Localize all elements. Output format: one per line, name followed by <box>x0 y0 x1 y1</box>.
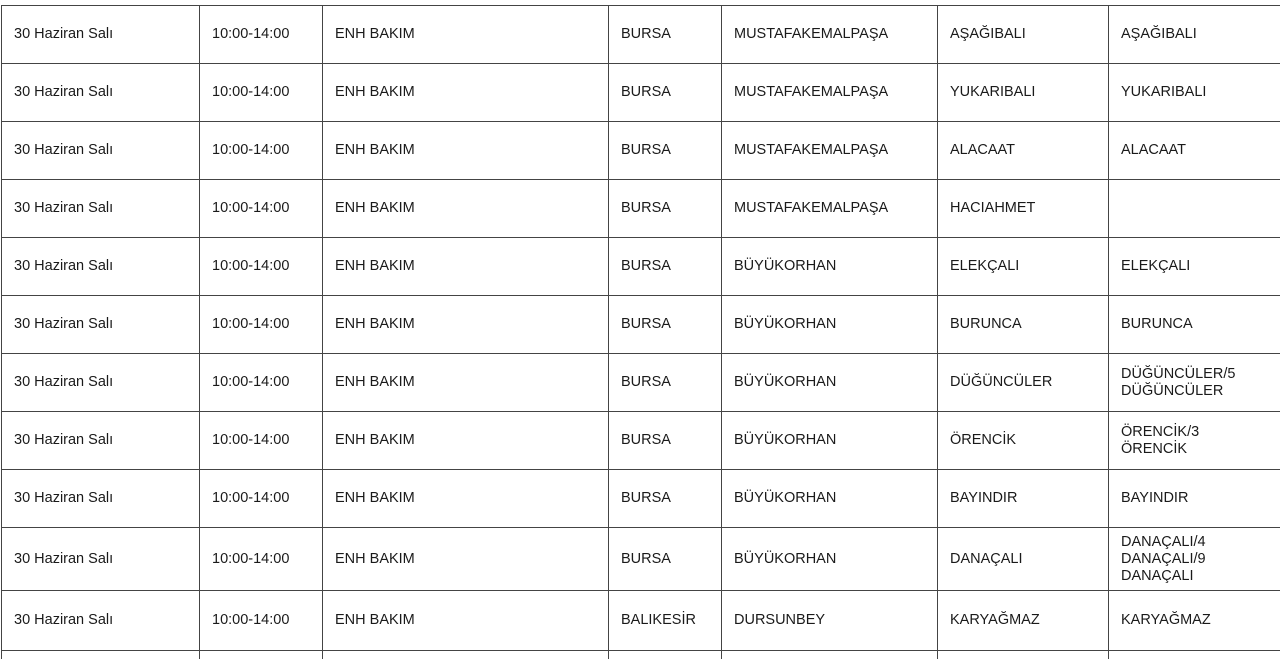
district-cell: DURSUNBEY <box>722 591 938 651</box>
street-line: ELEKÇALI <box>1121 258 1191 274</box>
time-range-cell: 10:00-14:00 <box>200 6 323 64</box>
work-type-cell: ENH BAKIM <box>323 238 609 296</box>
date-cell: 30 Haziran Salı <box>2 591 200 651</box>
street-cell <box>1109 470 1280 528</box>
table-row <box>2 528 1280 591</box>
work-type-cell: ENH BAKIM <box>323 591 609 651</box>
empty-cell <box>722 651 938 659</box>
outage-table <box>1 5 1280 659</box>
street-line: ÖRENCİK/3 <box>1121 423 1200 440</box>
time-range-cell: 10:00-14:00 <box>200 591 323 651</box>
street-line: DÜĞÜNCÜLER <box>1121 382 1224 399</box>
work-type-cell: ENH BAKIM <box>323 180 609 238</box>
district-cell: BÜYÜKORHAN <box>722 354 938 412</box>
date-cell: 30 Haziran Salı <box>2 412 200 470</box>
neighborhood-cell: HACIAHMET <box>938 180 1109 238</box>
table-row <box>2 122 1280 180</box>
date-cell: 30 Haziran Salı <box>2 470 200 528</box>
time-range-cell: 10:00-14:00 <box>200 412 323 470</box>
street-line: ALACAAT <box>1121 142 1187 158</box>
date-cell: 30 Haziran Salı <box>2 122 200 180</box>
date-cell: 30 Haziran Salı <box>2 528 200 591</box>
empty-cell <box>323 651 609 659</box>
table-row <box>2 470 1280 528</box>
neighborhood-cell: KARYAĞMAZ <box>938 591 1109 651</box>
table-row-partial <box>2 651 1280 659</box>
province-cell: BURSA <box>609 180 722 238</box>
street-cell <box>1109 64 1280 122</box>
time-range-cell: 10:00-14:00 <box>200 470 323 528</box>
work-type-cell: ENH BAKIM <box>323 6 609 64</box>
district-cell: MUSTAFAKEMALPAŞA <box>722 122 938 180</box>
street-line: KARYAĞMAZ <box>1121 612 1211 628</box>
time-range-cell: 10:00-14:00 <box>200 528 323 591</box>
work-type-cell: ENH BAKIM <box>323 296 609 354</box>
table-row <box>2 354 1280 412</box>
time-range-cell: 10:00-14:00 <box>200 122 323 180</box>
street-cell <box>1109 591 1280 651</box>
empty-cell <box>200 651 323 659</box>
street-cell <box>1109 528 1280 591</box>
table-row <box>2 591 1280 651</box>
empty-cell <box>938 651 1109 659</box>
work-type-cell: ENH BAKIM <box>323 64 609 122</box>
work-type-cell: ENH BAKIM <box>323 470 609 528</box>
table-row <box>2 412 1280 470</box>
district-cell: MUSTAFAKEMALPAŞA <box>722 180 938 238</box>
province-cell: BURSA <box>609 470 722 528</box>
date-cell: 30 Haziran Salı <box>2 64 200 122</box>
work-type-cell: ENH BAKIM <box>323 354 609 412</box>
street-line: ÖRENCİK <box>1121 440 1188 457</box>
table-row <box>2 296 1280 354</box>
neighborhood-cell: BAYINDIR <box>938 470 1109 528</box>
empty-cell <box>609 651 722 659</box>
street-line: DANAÇALI/4 <box>1121 533 1206 550</box>
neighborhood-cell: DANAÇALI <box>938 528 1109 591</box>
work-type-cell: ENH BAKIM <box>323 412 609 470</box>
neighborhood-cell: AŞAĞIBALI <box>938 6 1109 64</box>
time-range-cell: 10:00-14:00 <box>200 354 323 412</box>
neighborhood-cell: BURUNCA <box>938 296 1109 354</box>
street-cell <box>1109 6 1280 64</box>
street-cell <box>1109 180 1280 238</box>
time-range-cell: 10:00-14:00 <box>200 180 323 238</box>
neighborhood-cell: ÖRENCİK <box>938 412 1109 470</box>
time-range-cell: 10:00-14:00 <box>200 296 323 354</box>
street-cell <box>1109 238 1280 296</box>
street-cell <box>1109 412 1280 470</box>
street-cell <box>1109 354 1280 412</box>
outage-table-body <box>2 6 1280 659</box>
date-cell: 30 Haziran Salı <box>2 6 200 64</box>
street-line: AŞAĞIBALI <box>1121 26 1197 42</box>
street-cell <box>1109 296 1280 354</box>
province-cell: BURSA <box>609 238 722 296</box>
street-line: BAYINDIR <box>1121 490 1189 506</box>
province-cell: BURSA <box>609 354 722 412</box>
district-cell: BÜYÜKORHAN <box>722 412 938 470</box>
neighborhood-cell: YUKARIBALI <box>938 64 1109 122</box>
street-line: YUKARIBALI <box>1121 84 1207 100</box>
district-cell: BÜYÜKORHAN <box>722 470 938 528</box>
empty-cell <box>2 651 200 659</box>
province-cell: BURSA <box>609 122 722 180</box>
table-row <box>2 6 1280 64</box>
time-range-cell: 10:00-14:00 <box>200 238 323 296</box>
district-cell: BÜYÜKORHAN <box>722 296 938 354</box>
province-cell: BURSA <box>609 296 722 354</box>
district-cell: MUSTAFAKEMALPAŞA <box>722 6 938 64</box>
province-cell: BURSA <box>609 412 722 470</box>
street-line: DÜĞÜNCÜLER/5 <box>1121 365 1236 382</box>
empty-cell <box>1109 651 1280 659</box>
province-cell: BALIKESİR <box>609 591 722 651</box>
province-cell: BURSA <box>609 528 722 591</box>
table-row <box>2 238 1280 296</box>
street-cell <box>1109 122 1280 180</box>
neighborhood-cell: ELEKÇALI <box>938 238 1109 296</box>
time-range-cell: 10:00-14:00 <box>200 64 323 122</box>
table-row <box>2 180 1280 238</box>
table-row <box>2 64 1280 122</box>
work-type-cell: ENH BAKIM <box>323 122 609 180</box>
date-cell: 30 Haziran Salı <box>2 180 200 238</box>
street-line: DANAÇALI/9 <box>1121 550 1206 567</box>
street-line: BURUNCA <box>1121 316 1193 332</box>
province-cell: BURSA <box>609 6 722 64</box>
street-line: DANAÇALI <box>1121 567 1194 584</box>
neighborhood-cell: ALACAAT <box>938 122 1109 180</box>
date-cell: 30 Haziran Salı <box>2 296 200 354</box>
district-cell: BÜYÜKORHAN <box>722 528 938 591</box>
neighborhood-cell: DÜĞÜNCÜLER <box>938 354 1109 412</box>
date-cell: 30 Haziran Salı <box>2 354 200 412</box>
date-cell: 30 Haziran Salı <box>2 238 200 296</box>
work-type-cell: ENH BAKIM <box>323 528 609 591</box>
province-cell: BURSA <box>609 64 722 122</box>
district-cell: BÜYÜKORHAN <box>722 238 938 296</box>
district-cell: MUSTAFAKEMALPAŞA <box>722 64 938 122</box>
